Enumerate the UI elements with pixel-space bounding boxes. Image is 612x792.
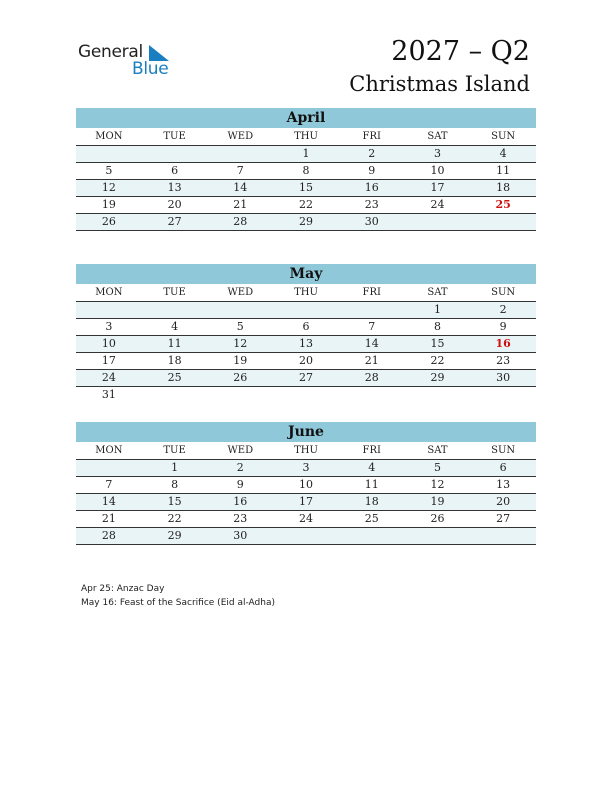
day-cell: 23 [496,354,511,367]
day-cell: 5 [433,461,441,474]
day-cell: 4 [368,461,376,474]
day-cell: 24 [101,371,116,384]
empty-day-cell [339,528,405,544]
week-row [76,494,536,511]
day-cell: 18 [364,495,379,508]
day-cell: 5 [236,320,244,333]
day-cell: 16 [233,495,248,508]
weekday-label: FRI [362,287,381,298]
day-cell: 6 [302,320,310,333]
day-cell: 15 [430,337,445,350]
generalblue-logo [78,42,188,82]
week-row [76,387,536,403]
day-cell: 4 [499,147,507,160]
holiday-note: Apr 25: Anzac Day [81,584,165,594]
page-title: 2027 – Q2 [391,36,530,67]
day-cell: 25 [167,371,182,384]
month-april [76,108,536,231]
day-cell: 17 [430,181,445,194]
day-cell: 6 [171,164,179,177]
week-row [76,197,536,214]
day-cell: 6 [499,461,507,474]
day-cell: 4 [171,320,179,333]
day-cell: 28 [101,529,116,542]
day-cell: 7 [368,320,376,333]
weekday-label: SAT [427,287,448,298]
week-row [76,477,536,494]
day-cell: 11 [167,337,182,350]
weekday-label: TUE [163,287,186,298]
day-cell: 22 [167,512,182,525]
day-cell: 14 [101,495,116,508]
empty-day-cell [207,387,273,403]
weekday-label: TUE [163,445,186,456]
day-cell: 10 [299,478,314,491]
weekday-label: SAT [427,445,448,456]
day-cell: 27 [299,371,314,384]
weekday-label: MON [95,287,123,298]
empty-day-cell [470,528,536,544]
day-cell: 8 [171,478,179,491]
weekday-label: THU [294,287,318,298]
day-cell: 31 [101,388,116,401]
day-cell: 8 [302,164,310,177]
day-cell: 30 [233,529,248,542]
day-cell: 2 [499,303,507,316]
day-cell: 20 [167,198,182,211]
week-row [76,353,536,370]
day-cell: 12 [430,478,445,491]
day-cell: 2 [236,461,244,474]
holiday-note: May 16: Feast of the Sacrifice (Eid al-Adha) [81,598,275,608]
weekday-label: SAT [427,131,448,142]
day-cell: 23 [364,198,379,211]
day-cell: 19 [101,198,116,211]
day-cell: 29 [299,215,314,228]
day-cell: 26 [233,371,248,384]
empty-day-cell [273,302,339,318]
empty-day-cell [470,387,536,403]
day-cell: 27 [167,215,182,228]
day-cell: 29 [430,371,445,384]
empty-day-cell [405,528,471,544]
day-cell: 17 [101,354,116,367]
day-cell: 1 [433,303,441,316]
day-cell: 30 [496,371,511,384]
day-cell: 28 [233,215,248,228]
month-name: April [76,108,536,128]
day-cell: 17 [299,495,314,508]
day-cell: 26 [430,512,445,525]
day-cell: 9 [499,320,507,333]
week-row [76,336,536,353]
day-cell: 15 [167,495,182,508]
empty-day-cell [76,460,142,476]
day-cell: 13 [496,478,511,491]
empty-day-cell [207,146,273,162]
weekday-label: THU [294,131,318,142]
day-cell: 7 [105,478,113,491]
day-cell: 21 [233,198,248,211]
empty-day-cell [339,387,405,403]
day-cell: 27 [496,512,511,525]
week-row [76,180,536,197]
empty-day-cell [142,387,208,403]
week-row [76,370,536,387]
weekday-label: SUN [491,287,516,298]
month-june [76,422,536,545]
weekday-label: FRI [362,445,381,456]
weekday-label: MON [95,445,123,456]
day-cell: 14 [364,337,379,350]
weekday-label: MON [95,131,123,142]
day-cell: 28 [364,371,379,384]
day-cell: 20 [496,495,511,508]
empty-day-cell [142,146,208,162]
day-cell: 13 [299,337,314,350]
day-cell: 22 [299,198,314,211]
day-cell: 22 [430,354,445,367]
day-cell: 18 [167,354,182,367]
weekday-header-row [76,284,536,302]
weekday-label: SUN [491,445,516,456]
day-cell: 16 [495,337,511,350]
weekday-label: WED [227,445,254,456]
day-cell: 19 [233,354,248,367]
day-cell: 25 [495,198,511,211]
empty-day-cell [273,387,339,403]
week-row [76,146,536,163]
weekday-label: SUN [491,131,516,142]
empty-day-cell [273,528,339,544]
day-cell: 25 [364,512,379,525]
weekday-label: WED [227,287,254,298]
week-row [76,163,536,180]
empty-day-cell [405,214,471,230]
day-cell: 19 [430,495,445,508]
weekday-header-row [76,128,536,146]
weekday-label: FRI [362,131,381,142]
day-cell: 20 [299,354,314,367]
day-cell: 9 [236,478,244,491]
week-row [76,528,536,545]
day-cell: 12 [101,181,116,194]
day-cell: 8 [433,320,441,333]
week-row [76,319,536,336]
day-cell: 18 [496,181,511,194]
holiday-notes [81,582,275,610]
day-cell: 24 [430,198,445,211]
day-cell: 21 [364,354,379,367]
day-cell: 5 [105,164,113,177]
weekday-label: THU [294,445,318,456]
empty-day-cell [142,302,208,318]
empty-day-cell [339,302,405,318]
logo-text-general: General [78,42,143,62]
day-cell: 7 [236,164,244,177]
day-cell: 16 [364,181,379,194]
weekday-label: WED [227,131,254,142]
logo-text-blue: Blue [132,59,169,79]
day-cell: 29 [167,529,182,542]
month-name: May [76,264,536,284]
month-may [76,264,536,403]
day-cell: 11 [496,164,511,177]
day-cell: 23 [233,512,248,525]
day-cell: 21 [101,512,116,525]
day-cell: 14 [233,181,248,194]
week-row [76,302,536,319]
day-cell: 15 [299,181,314,194]
day-cell: 30 [364,215,379,228]
day-cell: 3 [105,320,113,333]
day-cell: 24 [299,512,314,525]
day-cell: 1 [171,461,179,474]
day-cell: 13 [167,181,182,194]
empty-day-cell [405,387,471,403]
month-name: June [76,422,536,442]
day-cell: 3 [433,147,441,160]
weekday-header-row [76,442,536,460]
day-cell: 1 [302,147,310,160]
empty-day-cell [207,302,273,318]
day-cell: 11 [364,478,379,491]
weekday-label: TUE [163,131,186,142]
empty-day-cell [76,146,142,162]
day-cell: 26 [101,215,116,228]
week-row [76,460,536,477]
week-row [76,511,536,528]
week-row [76,214,536,231]
day-cell: 9 [368,164,376,177]
page-subtitle: Christmas Island [349,72,530,96]
empty-day-cell [470,214,536,230]
day-cell: 10 [101,337,116,350]
day-cell: 10 [430,164,445,177]
empty-day-cell [76,302,142,318]
day-cell: 12 [233,337,248,350]
day-cell: 3 [302,461,310,474]
day-cell: 2 [368,147,376,160]
